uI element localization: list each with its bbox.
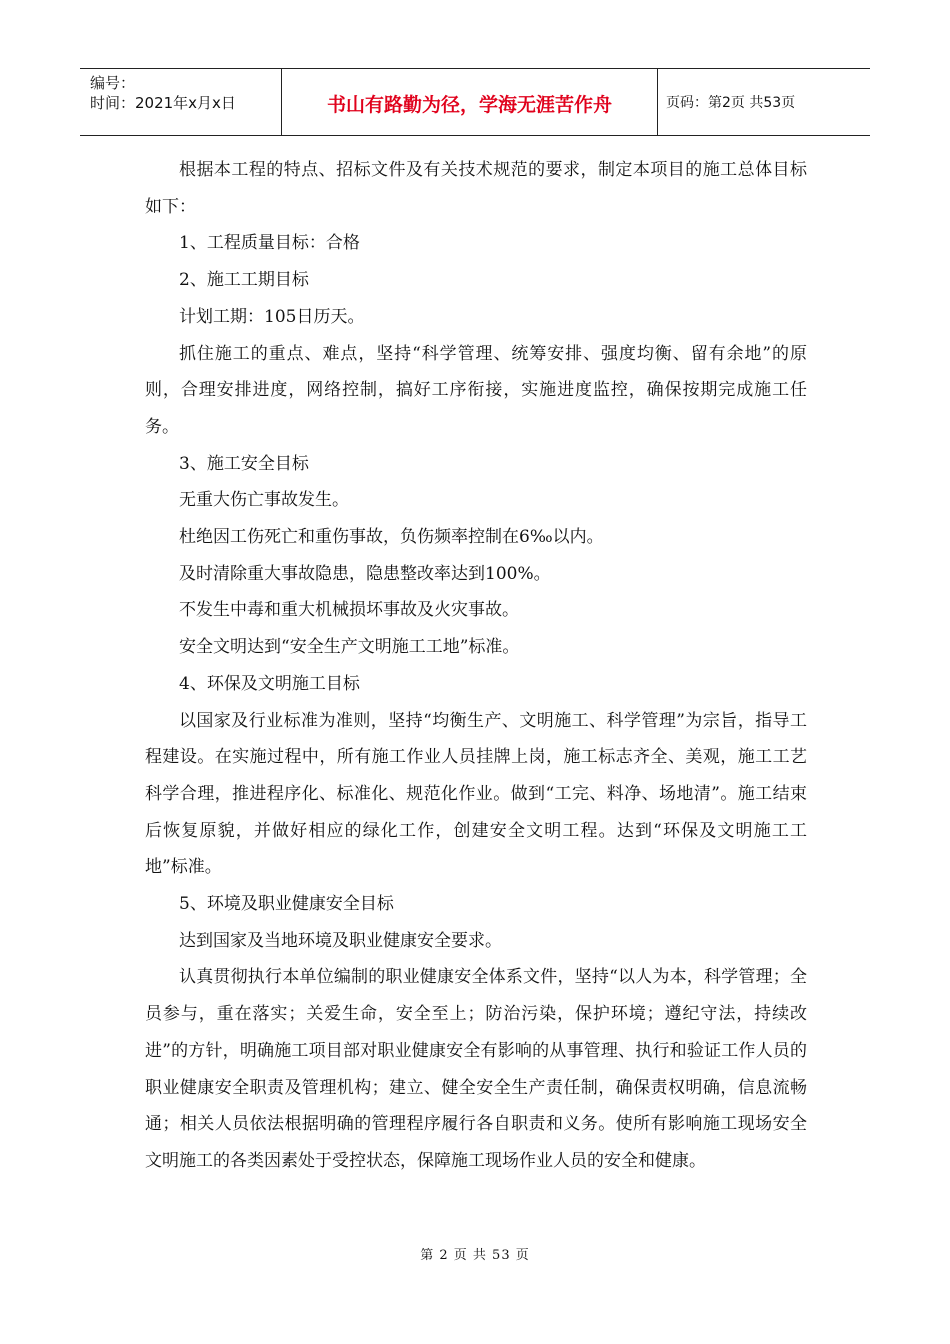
- paragraph-health-safety-2: 认真贯彻执行本单位编制的职业健康安全体系文件，坚持“以人为本，科学管理；全员参与，重在落实；关爱生命，安全至上；防治污染，保护环境；遵纪守法，持续改进”的方针，明确施工项目部对职业健康安全有影响的从事管理、执行和验证工作人员的职业健康安全职责及管理机构；建立、健全安全生产责任制，确保责权明确，信息流畅通；相关人员依法根据明确的管理程序履行各自职责和义务。使所有影响施工现场安全文明施工的各类因素处于受控状态，保障施工现场作业人员的安全和健康。: [145, 967, 807, 1171]
- paragraph-safety-1: 无重大伤亡事故发生。: [179, 490, 349, 511]
- paragraph-health-safety-1: 达到国家及当地环境及职业健康安全要求。: [179, 930, 502, 951]
- heading-quality-goal: 1、工程质量目标：合格: [179, 233, 360, 254]
- header-page-info: 页码：第2页 共53页: [666, 95, 796, 111]
- paragraph-schedule-principles: 抓住施工的重点、难点，坚持“科学管理、统筹安排、强度均衡、留有余地”的原则，合理安排进度，网络控制，搞好工序衔接，实施进度监控，确保按期完成施工任务。: [145, 343, 807, 437]
- page-footer: 第 2 页 共 53 页: [420, 1248, 530, 1263]
- paragraph-safety-3: 及时清除重大事故隐患，隐患整改率达到100%。: [179, 563, 551, 584]
- document-number-label: 编号：: [90, 74, 136, 92]
- document-date: 时间：2021年x月x日: [90, 94, 236, 112]
- header-meta: [80, 69, 282, 135]
- header-motto: 书山有路勤为径，学海无涯苦作舟: [282, 69, 658, 135]
- heading-health-safety-goal: 5、环境及职业健康安全目标: [179, 894, 394, 915]
- paragraph-environmental: 以国家及行业标准为准则，坚持“均衡生产、文明施工、科学管理”为宗旨，指导工程建设。在实施过程中，所有施工作业人员挂牌上岗，施工标志齐全、美观，施工工艺科学合理，推进程序化、标准化、规范化作业。做到“工完、料净、场地清”。施工结束后恢复原貌，并做好相应的绿化工作，创建安全文明工程。达到“环保及文明施工工地”标准。: [145, 710, 807, 878]
- paragraph-safety-2: 杜绝因工伤死亡和重伤事故，负伤频率控制在6‰以内。: [179, 527, 604, 548]
- page-header: [80, 68, 870, 136]
- document-body: [145, 152, 807, 1180]
- paragraph-intro: 根据本工程的特点、招标文件及有关技术规范的要求，制定本项目的施工总体目标如下：: [145, 160, 807, 217]
- paragraph-planned-duration: 计划工期：105日历天。: [179, 306, 365, 327]
- paragraph-safety-5: 安全文明达到“安全生产文明施工工地”标准。: [179, 637, 520, 658]
- heading-schedule-goal: 2、施工工期目标: [179, 270, 309, 291]
- heading-safety-goal: 3、施工安全目标: [179, 453, 309, 474]
- paragraph-safety-4: 不发生中毒和重大机械损坏事故及火灾事故。: [179, 600, 519, 621]
- heading-environmental-goal: 4、环保及文明施工目标: [179, 673, 360, 694]
